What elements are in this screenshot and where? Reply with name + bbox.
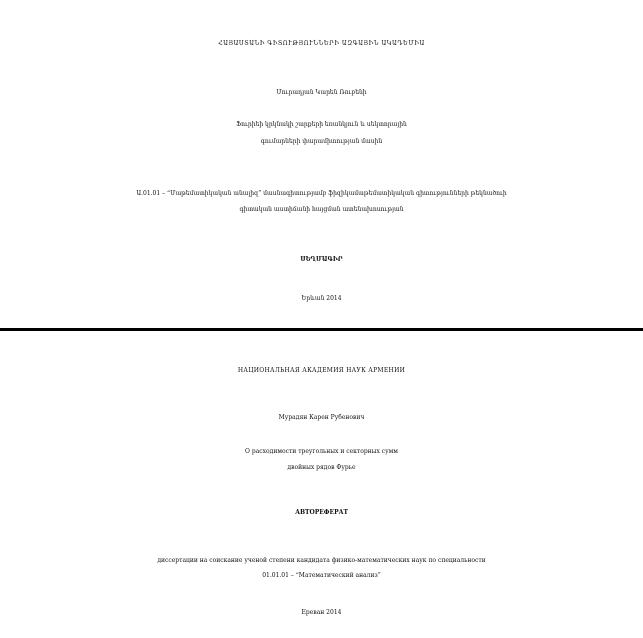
russian-specialty-line-1: диссертации на соискание ученой степени кандидата физико-математических наук по специальности [157,557,486,564]
russian-specialty-line-2: 01.01.01 – “Математический анализ” [262,572,381,579]
section-divider [0,328,643,331]
armenian-city-year: Երևան 2014 [301,295,342,302]
russian-title-line-1: О расходимости треугольных и секторных сумм [245,448,398,455]
armenian-author-name: Մուրադյան Կարեն Ռուբենի [276,89,367,96]
armenian-specialty-line-2: գիտական աստիճանի հայցման ատենախոսության [239,206,404,213]
armenian-academy-name: ՀԱՅԱՍՏԱՆԻ ԳԻՏՈՒԹՅՈՒՆՆԵՐԻ ԱԶԳԱՅԻՆ ԱԿԱԴԵՄԻԱ [218,40,425,47]
armenian-specialty-line-1: Ա.01.01 – “Մաթեմատիկական անալիզ” մասնագիտությամբ ֆիզիկամաթեմատիկական գիտությունների թեկնածուի [136,190,507,197]
russian-author-name: Мурадян Карен Рубенович [278,414,365,421]
armenian-title-line-2: գումարների փարամիտության մասին [260,138,383,145]
russian-academy-name: НАЦИОНАЛЬНАЯ АКАДЕМИЯ НАУК АРМЕНИИ [237,367,406,374]
armenian-abstract-heading: ՍԵՂՄԱԳԻՐ [300,256,343,263]
russian-city-year: Ереван 2014 [301,609,342,616]
armenian-title-line-1: Ֆուրիեի կրկնակի շարքերի եռանկյուն և սեկտորային [236,121,407,128]
russian-title-line-2: двойных рядов Фурье [287,464,356,471]
russian-abstract-heading: АВТОРЕФЕРАТ [295,509,348,516]
